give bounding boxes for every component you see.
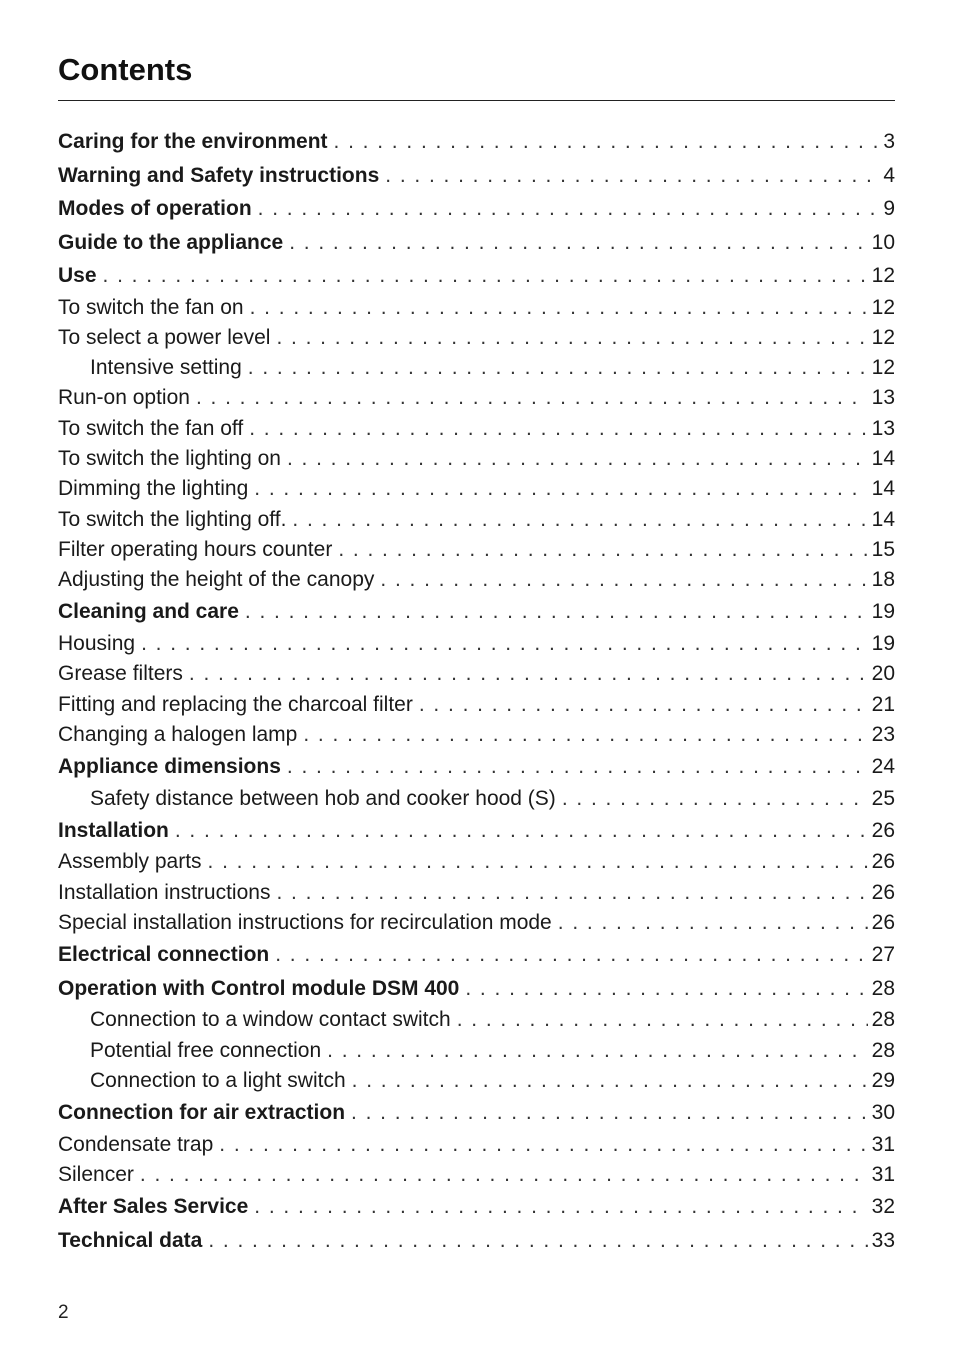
toc-entry[interactable]: [58, 1130, 895, 1160]
toc-entry-label: To switch the lighting off.: [58, 507, 287, 531]
toc-entry-label: Changing a halogen lamp: [58, 722, 298, 746]
toc-entry-label: Assembly parts: [58, 850, 202, 874]
toc-entry-label: After Sales Service: [58, 1195, 249, 1219]
toc-entry[interactable]: [58, 444, 895, 474]
toc-entry[interactable]: [58, 414, 895, 444]
toc-entry[interactable]: [58, 565, 895, 595]
toc-entry-label: Potential free connection: [90, 1038, 322, 1062]
toc-entry-label: Technical data: [58, 1228, 203, 1252]
toc-dot-leader: [338, 535, 867, 565]
toc-entry-label: To switch the fan on: [58, 295, 244, 319]
toc-dot-leader: [334, 125, 880, 159]
toc-entry[interactable]: [58, 878, 895, 908]
toc-dot-leader: [140, 1160, 868, 1190]
toc-entry[interactable]: [58, 659, 895, 689]
toc-dot-leader: [287, 750, 868, 784]
toc-entry[interactable]: [58, 814, 895, 848]
toc-entry-page: 12: [871, 325, 895, 349]
toc-entry[interactable]: [58, 972, 895, 1006]
toc-entry[interactable]: [58, 226, 895, 260]
toc-dot-leader: [562, 784, 868, 814]
toc-entry-label: Condensate trap: [58, 1132, 214, 1156]
toc-entry[interactable]: [58, 535, 895, 565]
toc-entry-label: To switch the fan off: [58, 416, 244, 440]
toc-dot-leader: [248, 353, 868, 383]
toc-entry-page: 14: [871, 507, 895, 531]
toc-dot-leader: [276, 323, 867, 353]
toc-dot-leader: [303, 720, 867, 750]
toc-entry[interactable]: [58, 1066, 895, 1096]
toc-entry-page: 26: [871, 850, 895, 874]
toc-entry-page: 29: [871, 1068, 895, 1092]
toc-entry-page: 13: [871, 386, 895, 410]
toc-dot-leader: [250, 293, 868, 323]
toc-dot-leader: [558, 908, 868, 938]
toc-entry-page: 13: [871, 416, 895, 440]
toc-entry-label: Operation with Control module DSM 400: [58, 976, 460, 1000]
toc-entry-page: 4: [883, 163, 895, 187]
toc-entry-label: Adjusting the height of the canopy: [58, 568, 375, 592]
toc-entry-page: 21: [871, 692, 895, 716]
toc-dot-leader: [385, 159, 879, 193]
toc-dot-leader: [249, 414, 867, 444]
toc-entry[interactable]: [58, 1224, 895, 1258]
toc-entry-label: Fitting and replacing the charcoal filter: [58, 692, 413, 716]
toc-dot-leader: [219, 1130, 867, 1160]
toc-entry[interactable]: [58, 159, 895, 193]
toc-entry-label: Modes of operation: [58, 197, 252, 220]
toc-entry-label: Installation: [58, 818, 169, 842]
toc-dot-leader: [254, 1190, 867, 1224]
toc-entry-label: Appliance dimensions: [58, 755, 281, 779]
toc-entry[interactable]: [58, 293, 895, 323]
toc-entry[interactable]: [58, 938, 895, 972]
toc-entry[interactable]: [58, 1036, 895, 1066]
toc-entry-page: 28: [871, 1008, 895, 1032]
page-title: Contents: [58, 52, 193, 87]
toc-entry-page: 24: [871, 755, 895, 779]
toc-entry-page: 10: [871, 230, 895, 254]
toc-entry-label: Caring for the environment: [58, 130, 328, 153]
toc-entry-label: Silencer: [58, 1163, 134, 1187]
toc-entry-label: Intensive setting: [90, 356, 242, 380]
toc-dot-leader: [465, 972, 867, 1006]
toc-entry-page: 33: [871, 1228, 895, 1252]
toc-entry-label: Dimming the lighting: [58, 477, 249, 501]
toc-dot-leader: [258, 192, 880, 226]
toc-dot-leader: [419, 690, 868, 720]
toc-entry[interactable]: [58, 750, 895, 784]
toc-entry-label: Warning and Safety instructions: [58, 163, 380, 187]
toc-entry[interactable]: [58, 259, 895, 293]
toc-entry[interactable]: [58, 192, 895, 226]
toc-dot-leader: [292, 505, 867, 535]
toc-dot-leader: [175, 814, 868, 848]
toc-entry-page: 31: [871, 1163, 895, 1187]
toc-entry-page: 26: [871, 880, 895, 904]
toc-entry-page: 27: [871, 943, 895, 967]
toc-dot-leader: [289, 226, 867, 260]
toc-entry-label: Connection for air extraction: [58, 1101, 346, 1125]
toc-entry[interactable]: [58, 1096, 895, 1130]
toc-entry-label: Housing: [58, 631, 136, 655]
toc-dot-leader: [254, 474, 867, 504]
toc-entry[interactable]: [58, 323, 895, 353]
toc-entry-page: 30: [871, 1101, 895, 1125]
toc-entry-page: 18: [871, 568, 895, 592]
toc-entry-label: Installation instructions: [58, 880, 271, 904]
toc-dot-leader: [352, 1066, 868, 1096]
toc-entry[interactable]: [58, 383, 895, 413]
toc-dot-leader: [103, 259, 868, 293]
toc-entry-page: 19: [871, 600, 895, 624]
toc-entry[interactable]: [58, 1005, 895, 1035]
toc-dot-leader: [351, 1096, 868, 1130]
table-of-contents: [58, 125, 895, 1257]
toc-entry-page: 28: [871, 1038, 895, 1062]
toc-dot-leader: [380, 565, 867, 595]
toc-entry[interactable]: [58, 1160, 895, 1190]
toc-dot-leader: [189, 659, 868, 689]
toc-dot-leader: [245, 595, 868, 629]
toc-entry-page: 15: [871, 537, 895, 561]
toc-dot-leader: [196, 383, 868, 413]
toc-dot-leader: [141, 629, 868, 659]
toc-entry-label: To switch the lighting on: [58, 446, 281, 470]
toc-dot-leader: [276, 878, 867, 908]
toc-entry-page: 23: [871, 722, 895, 746]
toc-entry-page: 32: [871, 1195, 895, 1219]
toc-entry[interactable]: [58, 720, 895, 750]
toc-entry[interactable]: [58, 595, 895, 629]
toc-entry[interactable]: [58, 474, 895, 504]
toc-entry-page: 26: [871, 911, 895, 935]
toc-entry[interactable]: [58, 629, 895, 659]
toc-entry-page: 14: [871, 477, 895, 501]
toc-entry-label: Connection to a light switch: [90, 1068, 346, 1092]
toc-entry-label: Grease filters: [58, 662, 183, 686]
toc-dot-leader: [208, 1224, 867, 1258]
toc-dot-leader: [327, 1036, 867, 1066]
toc-entry-page: 28: [871, 976, 895, 1000]
toc-entry-label: Use: [58, 264, 97, 287]
toc-entry-label: Filter operating hours counter: [58, 537, 333, 561]
toc-entry-label: Cleaning and care: [58, 600, 239, 624]
toc-entry-label: Connection to a window contact switch: [90, 1008, 451, 1032]
toc-entry[interactable]: [58, 690, 895, 720]
toc-entry-label: To select a power level: [58, 325, 271, 349]
toc-dot-leader: [208, 847, 868, 877]
toc-entry-page: 31: [871, 1132, 895, 1156]
toc-entry-page: 19: [871, 631, 895, 655]
toc-entry[interactable]: [58, 784, 895, 814]
toc-entry-page: 25: [871, 786, 895, 810]
toc-entry-label: Electrical connection: [58, 943, 270, 967]
toc-entry-page: 12: [871, 295, 895, 319]
title-divider: [58, 100, 895, 101]
toc-entry-label: Safety distance between hob and cooker hood (S): [90, 786, 556, 810]
toc-entry-page: 26: [871, 818, 895, 842]
toc-dot-leader: [287, 444, 868, 474]
toc-entry-page: 12: [871, 356, 895, 380]
toc-entry-label: Guide to the appliance: [58, 230, 284, 254]
toc-entry[interactable]: [58, 505, 895, 535]
toc-dot-leader: [275, 938, 867, 972]
toc-entry-page: 12: [871, 264, 895, 287]
toc-entry[interactable]: [58, 125, 895, 159]
page-number: 2: [58, 1302, 69, 1323]
toc-entry-label: Special installation instructions for recirculation mode: [58, 911, 552, 935]
toc-entry[interactable]: [58, 908, 895, 938]
toc-entry[interactable]: [58, 1190, 895, 1224]
toc-entry-page: 3: [883, 130, 895, 153]
toc-entry-page: 9: [883, 197, 895, 220]
toc-entry-page: 20: [871, 662, 895, 686]
toc-dot-leader: [457, 1005, 868, 1035]
toc-entry-page: 14: [871, 446, 895, 470]
toc-entry[interactable]: [58, 353, 895, 383]
toc-entry-label: Run-on option: [58, 386, 190, 410]
toc-entry[interactable]: [58, 847, 895, 877]
